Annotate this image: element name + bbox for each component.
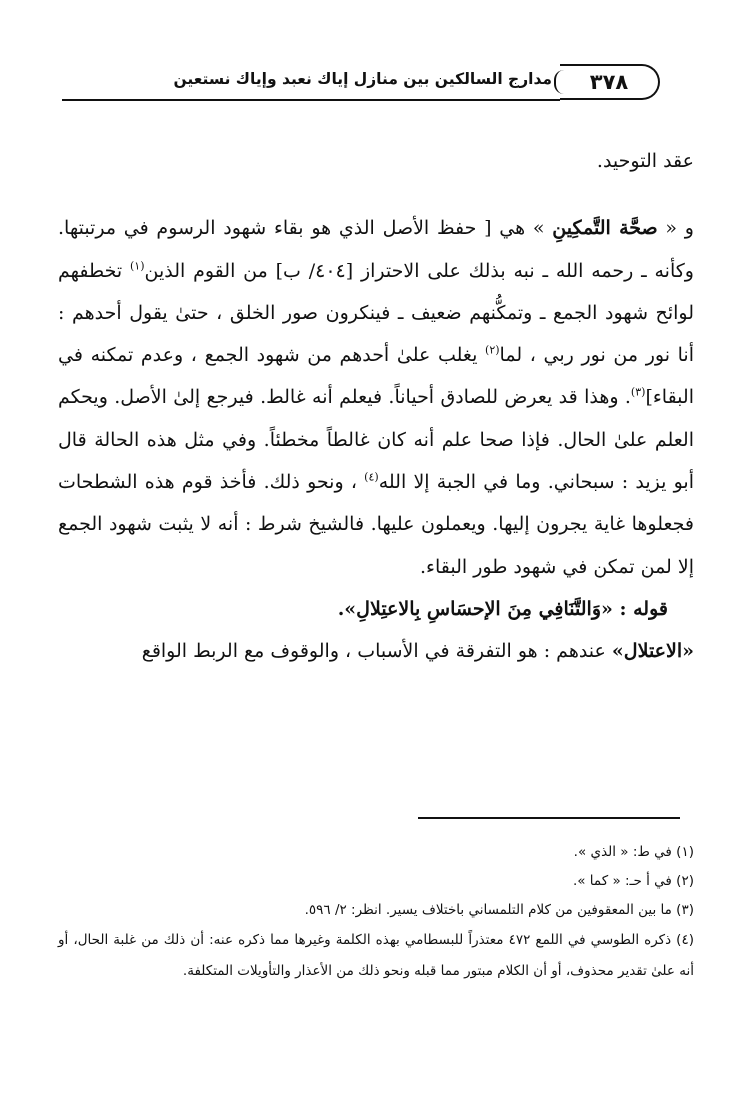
text-segment: عندهم : هو التفرقة في الأسباب ، والوقوف مع الربط الواقع: [141, 640, 612, 663]
footnotes: [58, 838, 694, 987]
footnote-ref-1[interactable]: (١): [129, 259, 145, 273]
footnote-4: (٤) ذكره الطوسي في اللمع ٤٧٢ معتذراً للبسطامي بهذه الكلمة وغيرها مما ذكره عنه: أن ذلك من غلبة الحال، أو أنه علىٰ تقدير محذوف، أو أن الكلام مبتور مما قبله ونحو ذلك من الأعذار والتأويلات المتكلفة.: [58, 932, 694, 979]
term-sihhat-altamkin: صحَّة التَّمكِينِ: [552, 217, 658, 240]
footnote-2: (٢) في أ حـ: « كما ».: [572, 873, 694, 889]
text-segment: » هي [ حفظ الأصل الذي هو بقاء شهود الرسوم في مرتبتها. وكأنه ـ رحمه الله ـ نبه بذلك على الاحتراز [٤٠٤/ ب] من القوم الذين: [58, 217, 694, 282]
main-text: [58, 140, 694, 673]
paragraph-3: [58, 588, 694, 630]
text-segment: . وهذا قد يعرض للصادق أحياناً. فيعلم أنه غالط. فيرجع إلىٰ الأصل. ويحكم العلم علىٰ الحال. فإذا صحا علم أنه كان غالطاً مخطئاً. وفي مثل هذه الحالة قال أبو يزيد : سبحاني. وما في الجبة إلا الله: [58, 386, 694, 494]
text-segment: قوله :: [612, 597, 668, 620]
book-title: مدارج السالكين بين منازل إياك نعبد وإياك نستعين: [173, 70, 552, 88]
text-segment: و «: [657, 217, 694, 240]
paragraph-2: [58, 207, 694, 588]
text-segment: يغلب علىٰ أحدهم من شهود الجمع ، وعدم تمكنه في البقاء]: [58, 344, 694, 409]
text-segment: ، ونحو ذلك. فأخذ قوم هذه الشطحات فجعلوها غاية يجرون إليها. ويعملون عليها. فالشيخ شرط : أنه لا يثبت شهود الجمع إلا لمن تمكن في شهود طور البقاء.: [58, 471, 694, 578]
paragraph-1: عقد التوحيد.: [596, 150, 694, 172]
footnote-ref-4[interactable]: (٤): [364, 470, 379, 484]
text-segment: تخطفهم لوائح شهود الجمع ـ وتمكُّنهم ضعيف ـ فينكرون صور الخلق ، حتىٰ يقول أحدهم : أنا نور من نور ربي ، لما: [58, 259, 694, 367]
footnote-3: (٣) ما بين المعقوفين من كلام التلمساني باختلاف يسير. انظر: ٢/ ٥٩٦.: [304, 902, 694, 918]
footnote-ref-3[interactable]: (٣): [630, 386, 646, 400]
footnote-1: (١) في ط: « الذي ».: [573, 844, 694, 860]
term-alitilal: «الاعتلال»: [611, 640, 694, 663]
header-rule: [62, 99, 560, 101]
paragraph-4: [58, 630, 694, 672]
footnote-ref-2[interactable]: (٢): [485, 343, 500, 357]
quoted-phrase: «وَالتَّنَافِي مِنَ الإحسَاسِ بِالاعتِلالِ».: [337, 597, 613, 620]
footnote-separator: [418, 817, 680, 819]
page-number: ٣٧٨: [560, 64, 660, 100]
running-header: [62, 64, 660, 104]
